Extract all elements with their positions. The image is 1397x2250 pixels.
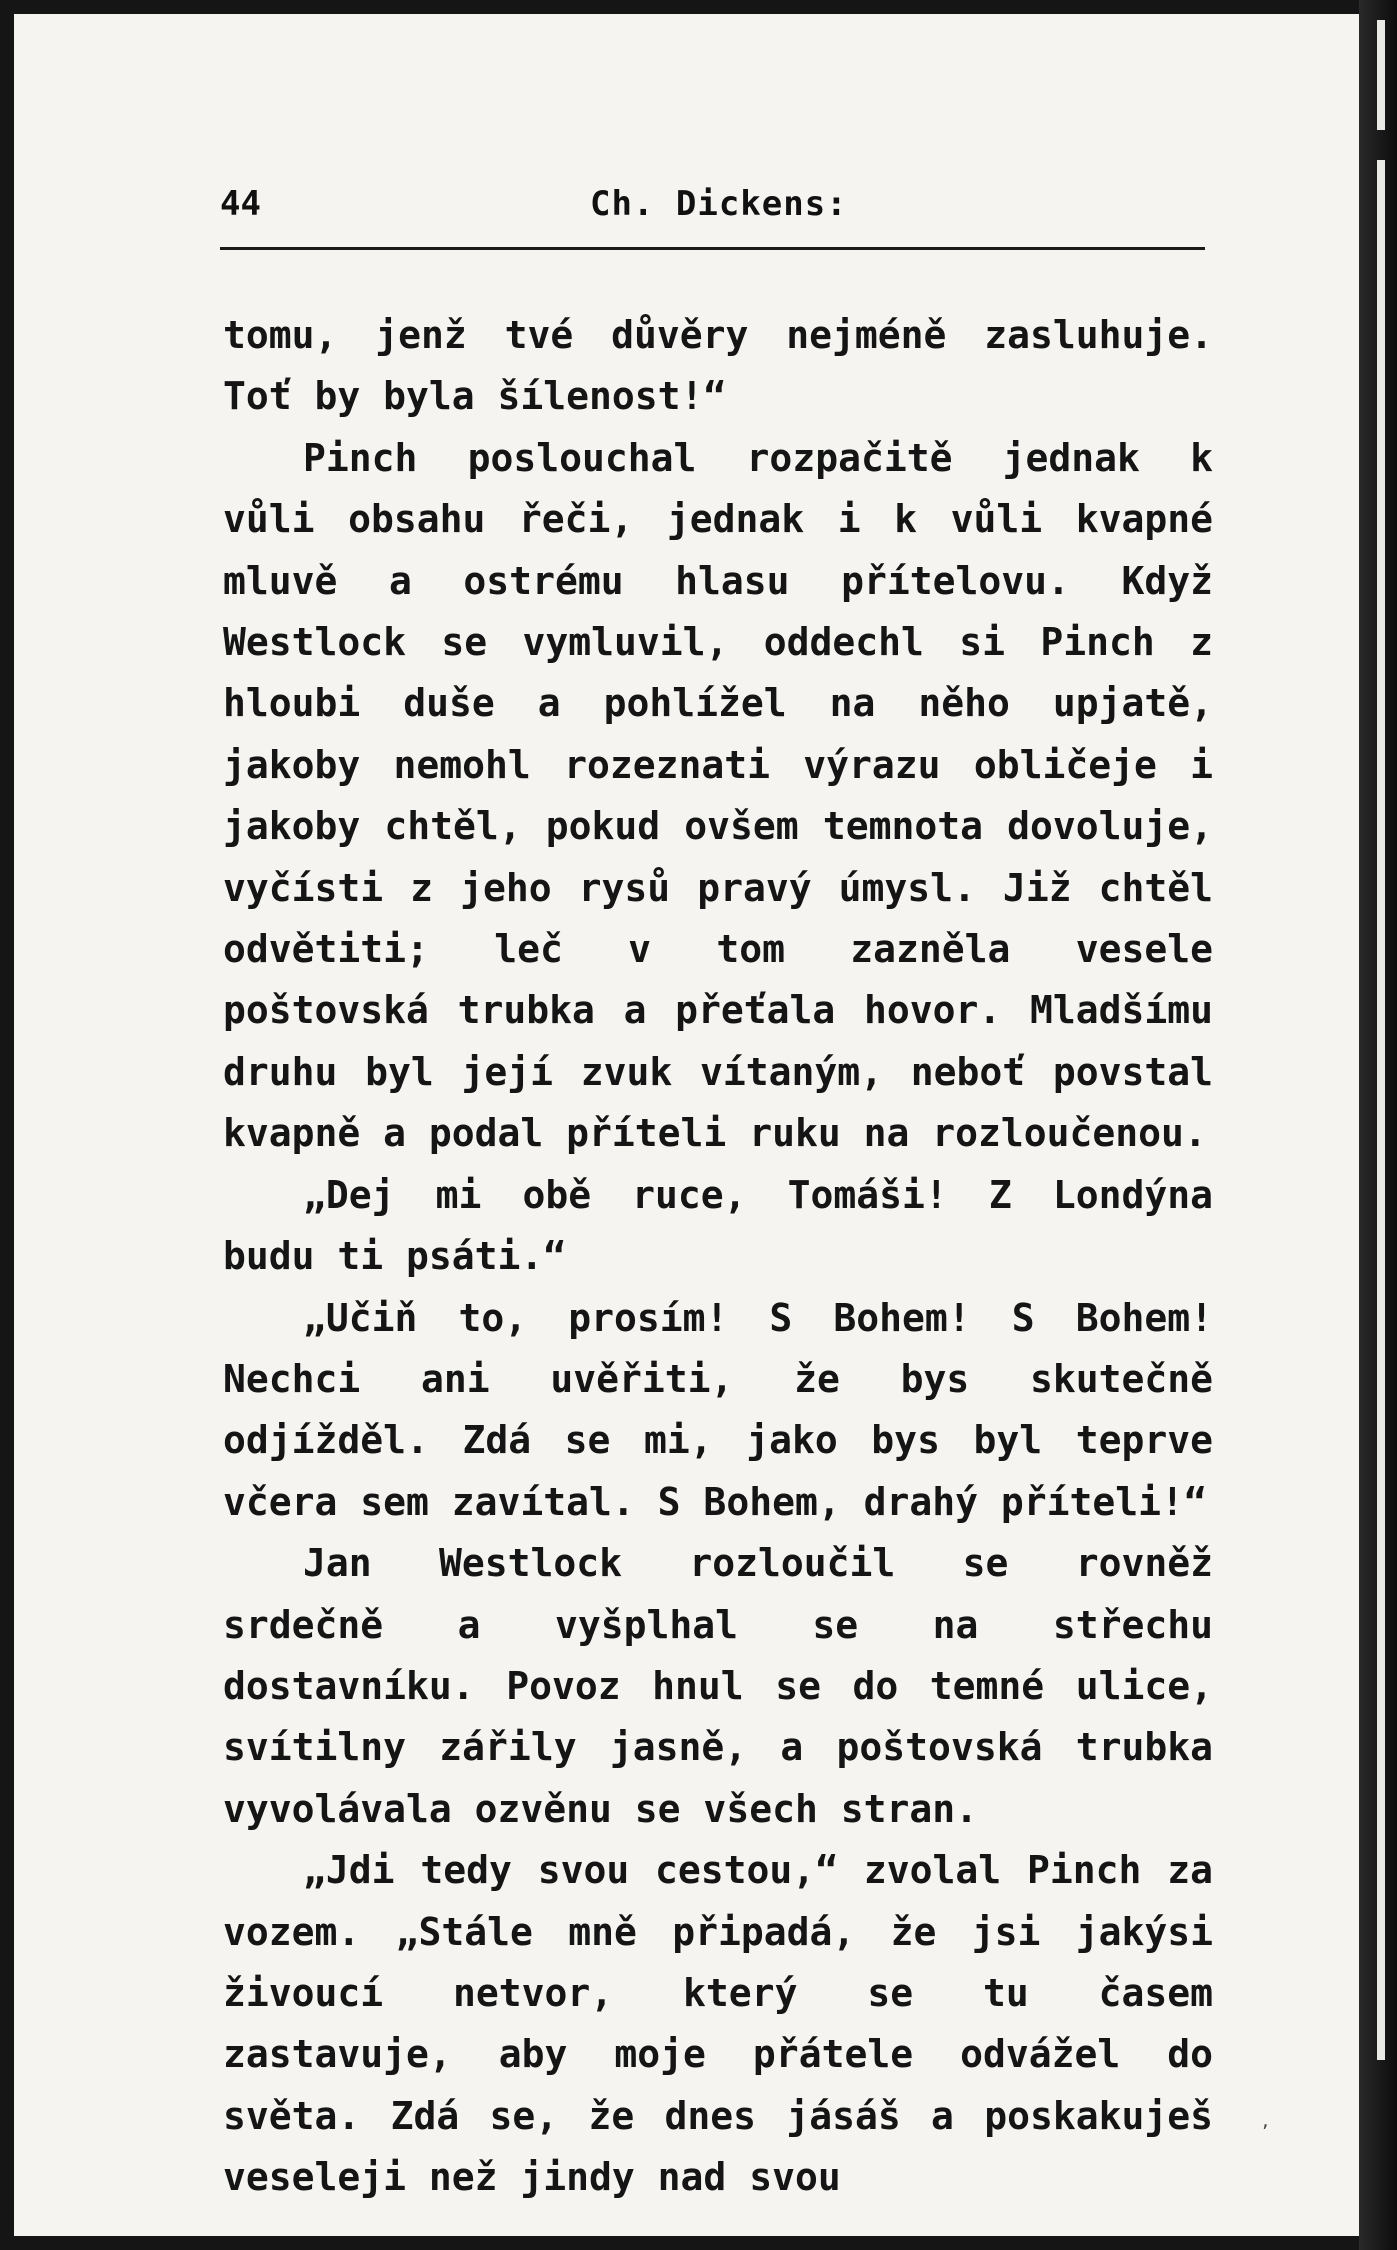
running-head: Ch. Dickens:	[590, 184, 848, 224]
paragraph: „Jdi tedy svou cestou,“ zvolal Pinch za vozem. „Stále mně připadá, že jsi jakýsi živoucí netvor, který se tu časem zastavuje, aby moje přátele odvážel do světa. Zdá se, že dnes jásáš a poskakuješ veseleji než jindy nad svou	[223, 1848, 1213, 2200]
page-edge-highlight	[1377, 160, 1385, 2060]
header-rule	[220, 247, 1205, 250]
page-edge-shadow	[1359, 0, 1397, 2250]
paragraph: „Učiň to, prosím! S Bohem! S Bohem! Nechci ani uvěřiti, že bys skutečně odjížděl. Zdá se mi, jako bys byl teprve včera sem zavítal. S Bohem, drahý příteli!“	[223, 1295, 1213, 1524]
body-text	[223, 305, 1213, 2209]
paragraph: Pinch poslouchal rozpačitě jednak k vůli obsahu řeči, jednak i k vůli kvapné mluvě a ostrému hlasu přítelovu. Když Westlock se vymluvil, oddechl si Pinch z hloubi duše a pohlížel na něho upjatě, jakoby nemohl rozeznati výrazu obličeje i jakoby chtěl, pokud ovšem temnota dovoluje, vyčísti z jeho rysů pravý úmysl. Již chtěl odvětiti; leč v tom zazněla vesele poštovská trubka a přeťala hovor. Mladšímu druhu byl její zvuk vítaným, neboť povstal kvapně a podal příteli ruku na rozloučenou.	[223, 435, 1213, 1156]
ink-speck: ʼ	[1262, 2120, 1269, 2144]
page-number: 44	[220, 184, 261, 224]
paragraph: „Dej mi obě ruce, Tomáši! Z Londýna budu ti psáti.“	[223, 1172, 1213, 1279]
paragraph: Jan Westlock rozloučil se rovněž srdečně a vyšplhal se na střechu dostavníku. Povoz hnul se do temné ulice, svítilny zářily jasně, a poštovská trubka vyvolávala ozvěnu se všech stran.	[223, 1541, 1213, 1831]
page-header	[220, 184, 1205, 234]
page-edge-highlight	[1377, 20, 1385, 130]
paragraph: tomu, jenž tvé důvěry nejméně zasluhuje. Toť by byla šílenost!“	[223, 313, 1213, 419]
